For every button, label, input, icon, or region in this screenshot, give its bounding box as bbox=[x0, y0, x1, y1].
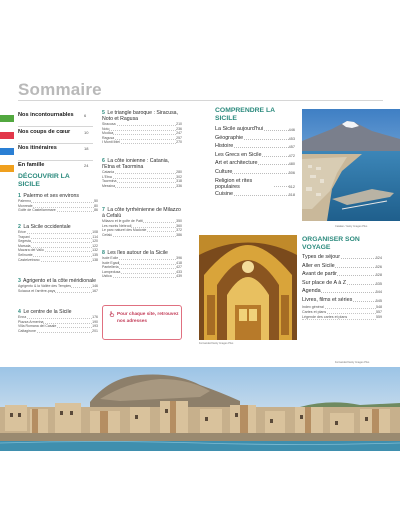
organiser-list bbox=[302, 253, 382, 321]
toc-entry[interactable]: Modica 247 bbox=[102, 131, 182, 136]
highlight-item[interactable] bbox=[0, 112, 92, 126]
divider bbox=[18, 126, 93, 127]
photo-credit: Catalan / Getty Images Plus bbox=[335, 225, 368, 228]
toc-entry[interactable]: Isole Eolie 396 bbox=[102, 256, 182, 260]
region-heading[interactable]: 8 Les îles autour de la Sicile bbox=[102, 250, 168, 256]
photo-credit: Fernandez/Getty Images Plus bbox=[199, 342, 234, 345]
comprendre-list bbox=[215, 125, 295, 199]
toc-entry[interactable]: Catania 280 bbox=[102, 170, 182, 174]
toc-entry[interactable]: Le parc naturel des Madonie 372 bbox=[102, 228, 182, 233]
hand-pointer-icon bbox=[109, 311, 115, 317]
toc-entry[interactable]: Erice 108 bbox=[18, 230, 98, 234]
page-number: 24 bbox=[84, 163, 89, 169]
toc-entry[interactable]: Religion et rites populaires 512 bbox=[215, 177, 295, 190]
region-1 bbox=[18, 193, 98, 213]
toc-entry[interactable]: Cartes et plans 557 bbox=[302, 309, 382, 314]
highlight-item[interactable] bbox=[0, 129, 92, 143]
toc-entry[interactable]: L'Etna 302 bbox=[102, 174, 182, 179]
region-3 bbox=[18, 278, 98, 293]
cefalu-illustration bbox=[0, 367, 400, 451]
toc-entry[interactable]: Aller en Sicile 526 bbox=[302, 262, 382, 271]
region-heading[interactable]: 7 La côte tyrrhénienne de Milazzo à Cefalù bbox=[102, 207, 181, 219]
addresses-callout bbox=[102, 305, 182, 340]
section-title-comprendre: COMPRENDRE LA SICILE bbox=[215, 107, 275, 122]
highlight-label: Nos incontournables bbox=[18, 112, 74, 118]
toc-entry[interactable]: Les Grecs en Sicile 472 bbox=[215, 151, 295, 160]
divider bbox=[18, 143, 93, 144]
toc-entry[interactable]: Cefalù 386 bbox=[102, 232, 182, 237]
toc-entry[interactable]: Piazza Armerina 190 bbox=[18, 319, 98, 324]
mosaic-illustration bbox=[199, 235, 297, 340]
toc-entry[interactable]: Segesta 120 bbox=[18, 239, 98, 244]
callout-text: Pour chaque site, retrouvez nos adresses bbox=[117, 311, 179, 323]
photo-credit: Fernandez/Getty Images Plus bbox=[335, 361, 370, 364]
toc-entry[interactable]: Ragusa 257 bbox=[102, 135, 182, 140]
toc-entry[interactable]: I Monti Iblei 270 bbox=[102, 140, 182, 145]
toc-entry[interactable]: Livres, films et séries 545 bbox=[302, 296, 382, 305]
toc-entry[interactable]: Golfe de Castellammare 86 bbox=[18, 208, 98, 213]
region-8 bbox=[102, 250, 182, 279]
title-rule bbox=[18, 100, 383, 101]
toc-entry[interactable]: Sciacca et l'arrière-pays 167 bbox=[18, 288, 98, 293]
toc-entry[interactable]: Les monts Nebrodi 360 bbox=[102, 223, 182, 228]
toc-entry[interactable]: Culture 506 bbox=[215, 168, 295, 177]
toc-entry[interactable]: Pantelleria 427 bbox=[102, 265, 182, 270]
toc-entry[interactable]: Taormina 318 bbox=[102, 179, 182, 184]
toc-entry[interactable]: Noto 236 bbox=[102, 126, 182, 131]
photo-catania-etna bbox=[302, 109, 400, 221]
toc-entry[interactable]: La Sicile aujourd'hui 446 bbox=[215, 125, 295, 134]
color-tab bbox=[0, 132, 14, 139]
toc-entry[interactable]: Géographie 453 bbox=[215, 134, 295, 143]
toc-entry[interactable]: Agrigento & la Vallée des Temples 146 bbox=[18, 284, 98, 288]
toc-entry[interactable]: Palermo 50 bbox=[18, 199, 98, 203]
toc-entry[interactable]: Histoire 457 bbox=[215, 142, 295, 151]
photo-church-interior bbox=[199, 235, 297, 340]
region-heading[interactable]: 2 La Sicile occidentale bbox=[18, 224, 71, 230]
region-heading[interactable]: 1 Palermo et ses environs bbox=[18, 193, 79, 199]
region-heading[interactable]: 5 Le triangle baroque : Siracusa, Noto et Ragusa bbox=[102, 110, 178, 122]
highlight-label: Nos coups de cœur bbox=[18, 128, 71, 135]
toc-entry[interactable]: Villa Romana del Casale 193 bbox=[18, 324, 98, 329]
toc-entry[interactable]: Agenda 544 bbox=[302, 287, 382, 296]
region-7 bbox=[102, 207, 182, 237]
toc-entry[interactable]: Cuisine 518 bbox=[215, 190, 295, 199]
region-2 bbox=[18, 224, 98, 262]
toc-entry[interactable]: Siracusa 210 bbox=[102, 122, 182, 126]
region-5 bbox=[102, 110, 182, 145]
region-heading[interactable]: 3 Agrigento et la côte méridionale bbox=[18, 278, 97, 284]
toc-entry[interactable]: Castelvetrano 138 bbox=[18, 257, 98, 262]
catania-etna-illustration bbox=[302, 109, 400, 221]
toc-entry[interactable]: Art et architecture 480 bbox=[215, 159, 295, 168]
divider bbox=[18, 160, 93, 161]
toc-entry[interactable]: Selinunte 135 bbox=[18, 252, 98, 257]
toc-entry[interactable]: Ustica 439 bbox=[102, 274, 182, 279]
color-tab bbox=[0, 165, 14, 172]
page-number: 10 bbox=[84, 129, 89, 135]
color-tab bbox=[0, 148, 14, 155]
color-tab bbox=[0, 115, 14, 122]
toc-entry[interactable]: Légende des cartes et plans 559 bbox=[302, 315, 382, 320]
toc-entry[interactable]: Caltagirone 201 bbox=[18, 328, 98, 333]
highlights-list bbox=[0, 112, 92, 179]
section-title-organiser: ORGANISER SON VOYAGE bbox=[302, 236, 360, 251]
toc-entry[interactable]: Types de séjour 524 bbox=[302, 253, 382, 262]
toc-entry[interactable]: Enna 176 bbox=[18, 315, 98, 319]
highlight-item[interactable] bbox=[0, 145, 92, 159]
toc-entry[interactable]: Isole Egadi 418 bbox=[102, 260, 182, 265]
region-4 bbox=[18, 309, 98, 333]
highlight-label: Nos itinéraires bbox=[18, 145, 57, 152]
toc-entry[interactable]: Marsala 122 bbox=[18, 243, 98, 248]
photo-cefalu-panorama bbox=[0, 367, 400, 451]
page-number: 18 bbox=[84, 146, 89, 152]
toc-entry[interactable]: Trapani 114 bbox=[18, 234, 98, 239]
section-title-decouvrir: DÉCOUVRIR LA SICILE bbox=[18, 173, 70, 188]
toc-entry[interactable]: Messina 336 bbox=[102, 183, 182, 188]
toc-entry[interactable]: Milazzo et le golfe de Patti 350 bbox=[102, 219, 182, 223]
toc-entry[interactable]: Index général 548 bbox=[302, 304, 382, 309]
toc-entry[interactable]: Sur place de A à Z 535 bbox=[302, 279, 382, 288]
toc-entry[interactable]: Lampedusa 433 bbox=[102, 269, 182, 274]
toc-title: Sommaire bbox=[18, 80, 102, 99]
toc-entry[interactable]: Monreale 80 bbox=[18, 203, 98, 208]
page-number: 6 bbox=[84, 113, 87, 118]
highlight-label: En famille bbox=[18, 162, 45, 169]
toc-entry[interactable]: Avant de partir 528 bbox=[302, 270, 382, 279]
region-heading[interactable]: 4 Le centre de la Sicile bbox=[18, 309, 72, 315]
toc-entry[interactable]: Mazara del Vallo 132 bbox=[18, 248, 98, 253]
region-heading[interactable]: 6 La côte ionienne : Catania, l'Etna et Taormina bbox=[102, 158, 170, 170]
region-6 bbox=[102, 158, 182, 188]
